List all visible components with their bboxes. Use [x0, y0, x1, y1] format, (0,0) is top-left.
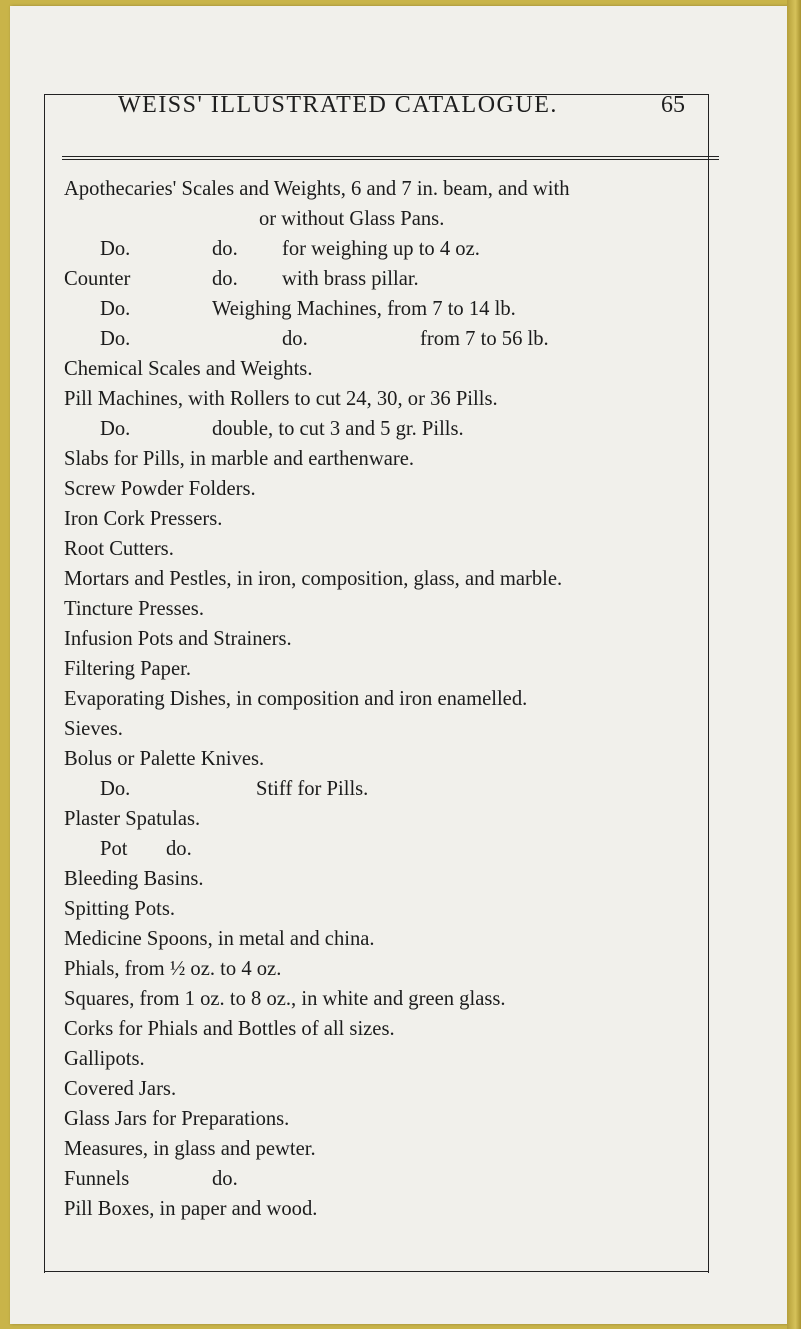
bottom-rule: [44, 1271, 708, 1272]
item-ditto: Do.: [100, 418, 131, 440]
item-ditto: do.: [282, 328, 308, 350]
item-text: Stiff for Pills.: [256, 778, 369, 800]
item-text: Infusion Pots and Strainers.: [64, 628, 292, 650]
list-item: [64, 744, 674, 774]
list-item: [64, 324, 674, 354]
list-item: [64, 804, 674, 834]
list-item: [64, 654, 674, 684]
item-text: Funnels: [64, 1168, 130, 1190]
list-item: [64, 1194, 674, 1224]
item-text: Medicine Spoons, in metal and china.: [64, 928, 375, 950]
item-ditto: do.: [212, 238, 238, 260]
item-text: Covered Jars.: [64, 1078, 177, 1100]
list-item: [64, 924, 674, 954]
running-title: WEISS' ILLUSTRATED CATALOGUE.: [118, 92, 558, 118]
list-item: [64, 774, 674, 804]
list-item: [64, 1074, 674, 1104]
list-item: [64, 714, 674, 744]
list-item: [64, 564, 674, 594]
list-item: [64, 1164, 674, 1194]
item-text: Iron Cork Pressers.: [64, 508, 223, 530]
list-item: [64, 834, 674, 864]
item-text: Spitting Pots.: [64, 898, 176, 920]
item-text: Pill Boxes, in paper and wood.: [64, 1198, 318, 1220]
running-head: [44, 94, 707, 128]
item-ditto: do.: [212, 268, 238, 290]
item-ditto: do.: [212, 1168, 238, 1190]
list-item: [64, 234, 674, 264]
list-item: [64, 1104, 674, 1134]
item-text: Chemical Scales and Weights.: [64, 358, 313, 380]
item-text: for weighing up to 4 oz.: [282, 238, 480, 260]
list-item: [64, 984, 674, 1014]
list-item: [64, 504, 674, 534]
item-text: Screw Powder Folders.: [64, 478, 256, 500]
item-text: from 7 to 56 lb.: [420, 328, 549, 350]
item-text: Pot: [100, 838, 128, 860]
item-text: Glass Jars for Preparations.: [64, 1108, 290, 1130]
item-text: Sieves.: [64, 718, 123, 740]
item-text: Pill Machines, with Rollers to cut 24, 30, or 36 Pills.: [64, 388, 498, 410]
list-item: [64, 534, 674, 564]
item-text: Filtering Paper.: [64, 658, 191, 680]
list-item: [64, 1044, 674, 1074]
item-continuation: or without Glass Pans.: [259, 208, 445, 230]
list-item: [64, 684, 674, 714]
list-item: [64, 474, 674, 504]
item-text: Squares, from 1 oz. to 8 oz., in white and green glass.: [64, 988, 506, 1010]
catalogue-list: [64, 174, 674, 1224]
item-ditto: Do.: [100, 778, 131, 800]
item-text: Evaporating Dishes, in composition and iron enamelled.: [64, 688, 528, 710]
item-text: Plaster Spatulas.: [64, 808, 201, 830]
catalogue-page: [10, 6, 788, 1324]
item-text: Measures, in glass and pewter.: [64, 1138, 316, 1160]
item-ditto: do.: [166, 838, 192, 860]
item-text: Phials, from ½ oz. to 4 oz.: [64, 958, 282, 980]
header-double-rule: [62, 156, 719, 160]
item-text: with brass pillar.: [282, 268, 419, 290]
list-item: [64, 954, 674, 984]
item-text: Bolus or Palette Knives.: [64, 748, 265, 770]
item-text: Bleeding Basins.: [64, 868, 204, 890]
item-text: Weighing Machines, from 7 to 14 lb.: [212, 298, 516, 320]
list-item: [64, 384, 674, 414]
page-number: 65: [661, 92, 685, 118]
list-item: [64, 354, 674, 384]
item-text: Apothecaries' Scales and Weights, 6 and 7 in. beam, and with: [64, 178, 570, 200]
item-text: Slabs for Pills, in marble and earthenware.: [64, 448, 414, 470]
item-text: Tincture Presses.: [64, 598, 204, 620]
list-item: [64, 1014, 674, 1044]
list-item: [64, 414, 674, 444]
item-text: Corks for Phials and Bottles of all sizes.: [64, 1018, 395, 1040]
item-text: Gallipots.: [64, 1048, 145, 1070]
list-item: [64, 1134, 674, 1164]
item-ditto: Do.: [100, 298, 131, 320]
list-item: [64, 864, 674, 894]
list-item: [64, 174, 674, 234]
list-item: [64, 264, 674, 294]
list-item: [64, 624, 674, 654]
list-item: [64, 444, 674, 474]
book-spine-edge: [787, 0, 801, 1329]
item-text: double, to cut 3 and 5 gr. Pills.: [212, 418, 464, 440]
list-item: [64, 294, 674, 324]
item-text: Root Cutters.: [64, 538, 174, 560]
item-ditto: Do.: [100, 238, 131, 260]
list-item: [64, 894, 674, 924]
item-text: Mortars and Pestles, in iron, composition, glass, and marble.: [64, 568, 563, 590]
item-ditto: Do.: [100, 328, 131, 350]
item-text: Counter: [64, 268, 131, 290]
list-item: [64, 594, 674, 624]
